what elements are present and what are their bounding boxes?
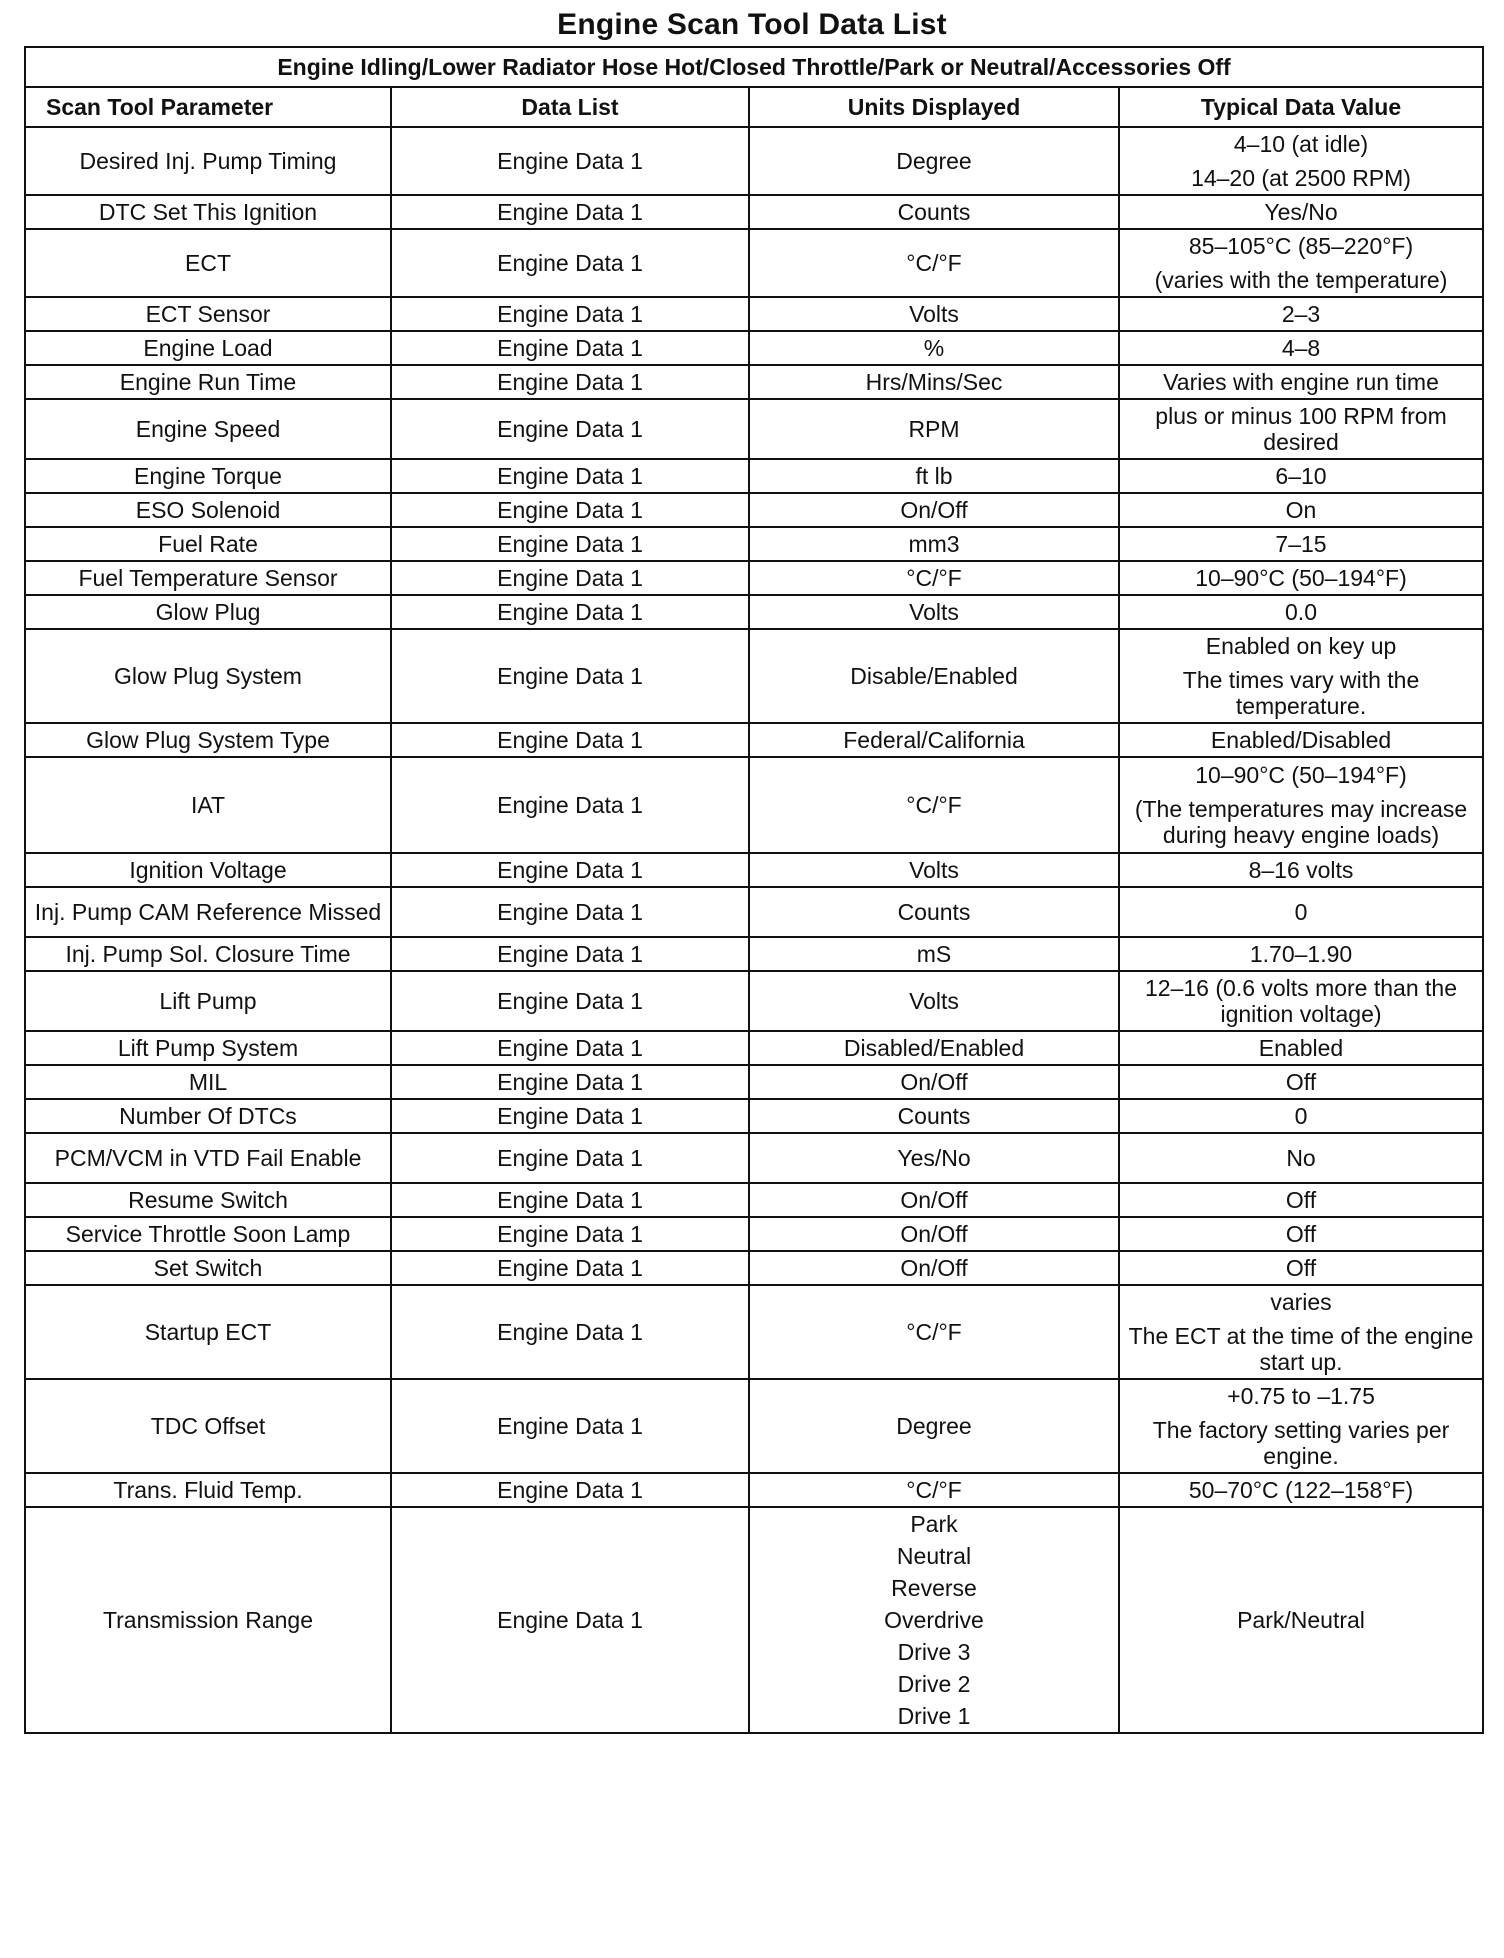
- data-list-cell: Engine Data 1: [391, 595, 749, 629]
- typical-value-line: Yes/No: [1264, 199, 1338, 225]
- data-list-cell: Engine Data 1: [391, 1031, 749, 1065]
- typical-value-line: 1.70–1.90: [1249, 941, 1353, 967]
- table-row: [25, 195, 1483, 229]
- condition-row: [25, 47, 1483, 87]
- typical-value-line: varies: [1270, 1289, 1332, 1315]
- typical-value-cell: [1119, 527, 1483, 561]
- parameter-cell: Inj. Pump CAM Reference Missed: [25, 887, 391, 937]
- typical-value-cell: [1119, 1473, 1483, 1507]
- parameter-cell: Glow Plug: [25, 595, 391, 629]
- units-cell: ft lb: [749, 459, 1119, 493]
- parameter-cell: ECT: [25, 229, 391, 297]
- units-line: Park: [910, 1511, 958, 1537]
- typical-value-line: Varies with engine run time: [1163, 369, 1439, 395]
- parameter-cell: ESO Solenoid: [25, 493, 391, 527]
- table-row: [25, 229, 1483, 297]
- table-row: [25, 595, 1483, 629]
- typical-value-line: 7–15: [1275, 531, 1327, 557]
- typical-value-cell: [1119, 1065, 1483, 1099]
- units-cell: Counts: [749, 1099, 1119, 1133]
- typical-value-line: 2–3: [1281, 301, 1321, 327]
- table-row: [25, 629, 1483, 723]
- parameter-cell: Desired Inj. Pump Timing: [25, 127, 391, 195]
- typical-value-cell: [1119, 1251, 1483, 1285]
- typical-value-line: 14–20 (at 2500 RPM): [1191, 165, 1411, 191]
- typical-value-line: 10–90°C (50–194°F): [1195, 762, 1407, 788]
- parameter-cell: IAT: [25, 757, 391, 853]
- typical-value-line: The factory setting varies per engine.: [1152, 1417, 1450, 1469]
- table-row: [25, 1285, 1483, 1379]
- typical-value-cell: [1119, 365, 1483, 399]
- parameter-cell: Glow Plug System Type: [25, 723, 391, 757]
- data-list-cell: Engine Data 1: [391, 1183, 749, 1217]
- parameter-cell: Lift Pump System: [25, 1031, 391, 1065]
- data-list-cell: Engine Data 1: [391, 1379, 749, 1473]
- parameter-cell: Engine Load: [25, 331, 391, 365]
- parameter-cell: DTC Set This Ignition: [25, 195, 391, 229]
- units-line: Reverse: [891, 1575, 977, 1601]
- typical-value-cell: [1119, 1031, 1483, 1065]
- units-cell: RPM: [749, 399, 1119, 459]
- typical-value-line: plus or minus 100 RPM from desired: [1155, 403, 1447, 455]
- table-row: [25, 297, 1483, 331]
- typical-value-cell: [1119, 1133, 1483, 1183]
- typical-value-cell: [1119, 595, 1483, 629]
- typical-value-cell: [1119, 1183, 1483, 1217]
- typical-value-line: (varies with the temperature): [1154, 267, 1448, 293]
- parameter-cell: Engine Run Time: [25, 365, 391, 399]
- typical-value-cell: [1119, 1099, 1483, 1133]
- data-list-cell: Engine Data 1: [391, 757, 749, 853]
- parameter-cell: Fuel Temperature Sensor: [25, 561, 391, 595]
- units-cell: mS: [749, 937, 1119, 971]
- table-row: [25, 459, 1483, 493]
- parameter-cell: Fuel Rate: [25, 527, 391, 561]
- parameter-cell: Number Of DTCs: [25, 1099, 391, 1133]
- data-list-cell: Engine Data 1: [391, 937, 749, 971]
- table-row: [25, 527, 1483, 561]
- typical-value-line: Off: [1285, 1187, 1317, 1213]
- table-row: [25, 331, 1483, 365]
- units-cell: °C/°F: [749, 1473, 1119, 1507]
- units-cell: Volts: [749, 853, 1119, 887]
- units-cell: mm3: [749, 527, 1119, 561]
- data-list-cell: Engine Data 1: [391, 1065, 749, 1099]
- units-cell: Degree: [749, 1379, 1119, 1473]
- parameter-cell: TDC Offset: [25, 1379, 391, 1473]
- column-header-data-list: Data List: [391, 87, 749, 127]
- parameter-cell: Engine Speed: [25, 399, 391, 459]
- parameter-cell: Service Throttle Soon Lamp: [25, 1217, 391, 1251]
- page-title: Engine Scan Tool Data List: [557, 8, 947, 41]
- typical-value-cell: [1119, 459, 1483, 493]
- data-list-cell: Engine Data 1: [391, 1285, 749, 1379]
- table-row: [25, 757, 1483, 853]
- typical-value-cell: [1119, 629, 1483, 723]
- typical-value-cell: [1119, 229, 1483, 297]
- table-row: [25, 1379, 1483, 1473]
- data-list-cell: Engine Data 1: [391, 1133, 749, 1183]
- data-list-cell: Engine Data 1: [391, 459, 749, 493]
- data-list-cell: Engine Data 1: [391, 493, 749, 527]
- data-list-cell: Engine Data 1: [391, 229, 749, 297]
- data-list-cell: Engine Data 1: [391, 561, 749, 595]
- units-cell: On/Off: [749, 1065, 1119, 1099]
- data-list-cell: Engine Data 1: [391, 331, 749, 365]
- units-cell: Federal/California: [749, 723, 1119, 757]
- data-list-cell: Engine Data 1: [391, 971, 749, 1031]
- parameter-cell: Glow Plug System: [25, 629, 391, 723]
- data-list-cell: Engine Data 1: [391, 629, 749, 723]
- typical-value-line: Enabled/Disabled: [1210, 727, 1392, 753]
- typical-value-line: 0.0: [1285, 599, 1317, 625]
- table-row: [25, 1065, 1483, 1099]
- units-cell: [749, 1507, 1119, 1733]
- units-cell: Counts: [749, 195, 1119, 229]
- typical-value-line: 4–10 (at idle): [1233, 131, 1369, 157]
- typical-value-cell: [1119, 331, 1483, 365]
- units-cell: Volts: [749, 297, 1119, 331]
- typical-value-line: (The temperatures may increase during heavy engine loads): [1134, 796, 1468, 848]
- table-row: [25, 1251, 1483, 1285]
- scan-tool-data-table: [24, 46, 1484, 1734]
- data-list-cell: Engine Data 1: [391, 723, 749, 757]
- units-cell: %: [749, 331, 1119, 365]
- typical-value-line: The times vary with the temperature.: [1182, 667, 1420, 719]
- parameter-cell: PCM/VCM in VTD Fail Enable: [25, 1133, 391, 1183]
- typical-value-line: 8–16 volts: [1248, 857, 1354, 883]
- typical-value-cell: [1119, 561, 1483, 595]
- units-cell: Counts: [749, 887, 1119, 937]
- table-row: [25, 1217, 1483, 1251]
- units-cell: Volts: [749, 595, 1119, 629]
- typical-value-cell: [1119, 1217, 1483, 1251]
- units-line: Drive 3: [897, 1639, 971, 1665]
- data-list-cell: Engine Data 1: [391, 853, 749, 887]
- units-cell: On/Off: [749, 1217, 1119, 1251]
- typical-value-cell: [1119, 1507, 1483, 1733]
- typical-value-line: Off: [1285, 1255, 1317, 1281]
- units-line: Drive 1: [897, 1703, 971, 1729]
- typical-value-cell: [1119, 195, 1483, 229]
- units-cell: Volts: [749, 971, 1119, 1031]
- units-line: Neutral: [896, 1543, 972, 1569]
- typical-value-cell: [1119, 887, 1483, 937]
- test-condition: Engine Idling/Lower Radiator Hose Hot/Closed Throttle/Park or Neutral/Accessories Off: [25, 47, 1483, 87]
- units-line: Drive 2: [897, 1671, 971, 1697]
- table-row: [25, 937, 1483, 971]
- data-list-cell: Engine Data 1: [391, 887, 749, 937]
- data-list-cell: Engine Data 1: [391, 1507, 749, 1733]
- parameter-cell: Trans. Fluid Temp.: [25, 1473, 391, 1507]
- typical-value-cell: [1119, 757, 1483, 853]
- typical-value-cell: [1119, 853, 1483, 887]
- data-list-cell: Engine Data 1: [391, 399, 749, 459]
- parameter-cell: Ignition Voltage: [25, 853, 391, 887]
- units-line: Overdrive: [884, 1607, 984, 1633]
- typical-value-line: Off: [1285, 1069, 1317, 1095]
- typical-value-line: 0: [1294, 1103, 1308, 1129]
- table-row: [25, 971, 1483, 1031]
- units-cell: Hrs/Mins/Sec: [749, 365, 1119, 399]
- data-list-cell: Engine Data 1: [391, 195, 749, 229]
- typical-value-line: Off: [1285, 1221, 1317, 1247]
- table-row: [25, 1473, 1483, 1507]
- typical-value-line: 10–90°C (50–194°F): [1195, 565, 1407, 591]
- parameter-cell: Lift Pump: [25, 971, 391, 1031]
- typical-value-cell: [1119, 127, 1483, 195]
- column-header-typical-value: Typical Data Value: [1119, 87, 1483, 127]
- units-cell: °C/°F: [749, 561, 1119, 595]
- typical-value-line: On: [1285, 497, 1317, 523]
- parameter-cell: MIL: [25, 1065, 391, 1099]
- table-row: [25, 723, 1483, 757]
- units-cell: Disabled/Enabled: [749, 1031, 1119, 1065]
- parameter-cell: Startup ECT: [25, 1285, 391, 1379]
- table-row: [25, 1031, 1483, 1065]
- table-row: [25, 1133, 1483, 1183]
- parameter-cell: ECT Sensor: [25, 297, 391, 331]
- table-row: [25, 127, 1483, 195]
- column-header-parameter: Scan Tool Parameter: [25, 87, 391, 127]
- header-row: [25, 87, 1483, 127]
- typical-value-cell: [1119, 937, 1483, 971]
- parameter-cell: Resume Switch: [25, 1183, 391, 1217]
- table-row: [25, 561, 1483, 595]
- table-row: [25, 1183, 1483, 1217]
- typical-value-line: 0: [1294, 899, 1308, 925]
- typical-value-line: +0.75 to –1.75: [1227, 1383, 1375, 1409]
- table-row: [25, 887, 1483, 937]
- typical-value-line: Enabled on key up: [1205, 633, 1397, 659]
- table-row: [25, 365, 1483, 399]
- parameter-cell: Inj. Pump Sol. Closure Time: [25, 937, 391, 971]
- typical-value-cell: [1119, 1379, 1483, 1473]
- data-list-cell: Engine Data 1: [391, 527, 749, 561]
- units-cell: On/Off: [749, 493, 1119, 527]
- typical-value-cell: [1119, 1285, 1483, 1379]
- units-cell: Degree: [749, 127, 1119, 195]
- typical-value-line: 4–8: [1281, 335, 1321, 361]
- typical-value-line: Enabled: [1258, 1035, 1344, 1061]
- data-list-cell: Engine Data 1: [391, 1251, 749, 1285]
- typical-value-line: No: [1286, 1145, 1316, 1171]
- typical-value-line: 85–105°C (85–220°F): [1188, 233, 1414, 259]
- typical-value-line: 50–70°C (122–158°F): [1188, 1477, 1414, 1503]
- table-row: [25, 493, 1483, 527]
- data-list-cell: Engine Data 1: [391, 127, 749, 195]
- units-cell: Yes/No: [749, 1133, 1119, 1183]
- typical-value-cell: [1119, 493, 1483, 527]
- typical-value-line: 6–10: [1275, 463, 1327, 489]
- data-list-cell: Engine Data 1: [391, 1099, 749, 1133]
- data-list-cell: Engine Data 1: [391, 297, 749, 331]
- typical-value-line: Park/Neutral: [1237, 1607, 1365, 1633]
- column-header-units: Units Displayed: [749, 87, 1119, 127]
- data-list-cell: Engine Data 1: [391, 1217, 749, 1251]
- data-list-cell: Engine Data 1: [391, 1473, 749, 1507]
- table-row: [25, 853, 1483, 887]
- table-row: [25, 1507, 1483, 1733]
- typical-value-cell: [1119, 723, 1483, 757]
- parameter-cell: Transmission Range: [25, 1507, 391, 1733]
- units-cell: °C/°F: [749, 1285, 1119, 1379]
- units-cell: On/Off: [749, 1251, 1119, 1285]
- table-row: [25, 1099, 1483, 1133]
- units-cell: °C/°F: [749, 229, 1119, 297]
- typical-value-line: 12–16 (0.6 volts more than the ignition voltage): [1145, 975, 1457, 1027]
- units-cell: °C/°F: [749, 757, 1119, 853]
- units-cell: On/Off: [749, 1183, 1119, 1217]
- table-row: [25, 399, 1483, 459]
- typical-value-line: The ECT at the time of the engine start up.: [1128, 1323, 1474, 1375]
- data-list-cell: Engine Data 1: [391, 365, 749, 399]
- typical-value-cell: [1119, 297, 1483, 331]
- parameter-cell: Engine Torque: [25, 459, 391, 493]
- units-cell: Disable/Enabled: [749, 629, 1119, 723]
- table-body: [25, 127, 1483, 1733]
- parameter-cell: Set Switch: [25, 1251, 391, 1285]
- typical-value-cell: [1119, 971, 1483, 1031]
- typical-value-cell: [1119, 399, 1483, 459]
